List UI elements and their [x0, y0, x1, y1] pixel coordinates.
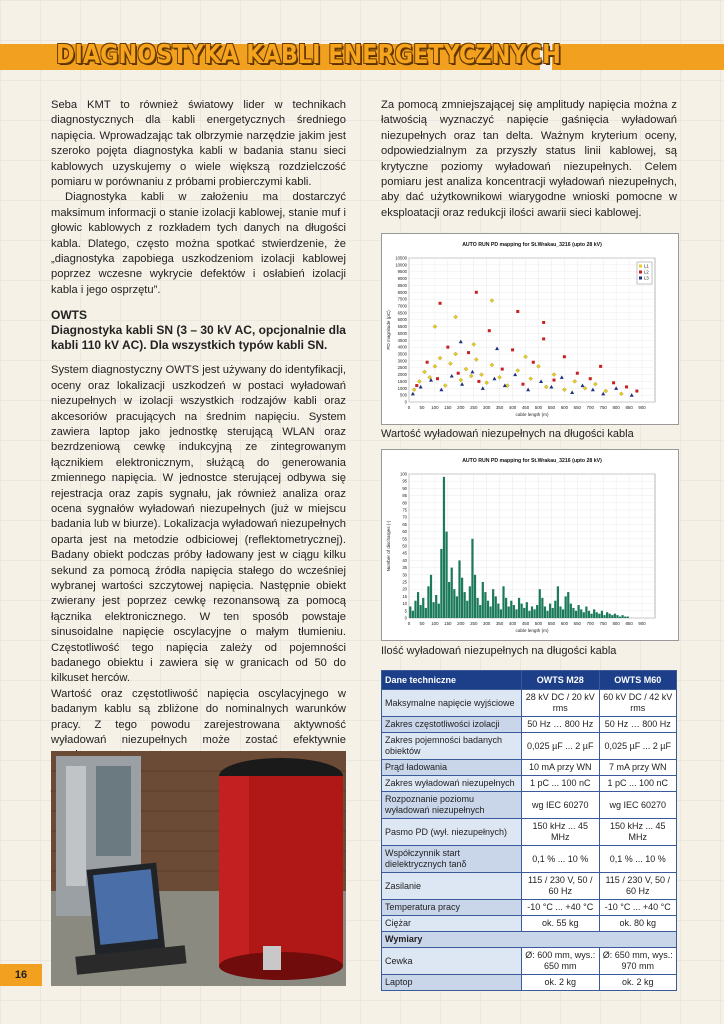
y-tick-label: 500 [400, 392, 407, 398]
x-tick-label: 400 [508, 621, 517, 626]
y-tick-label: 7500 [397, 296, 407, 302]
y-tick-label: 8500 [397, 282, 407, 288]
x-tick-label: 900 [638, 621, 646, 626]
x-tick-label: 250 [470, 621, 478, 626]
scatter-point-l2 [553, 379, 556, 382]
y-tick-label: 65 [402, 521, 407, 527]
table-cell: 0,025 µF ... 2 µF [599, 733, 677, 760]
table-row [382, 819, 677, 846]
scatter-point-l2 [439, 302, 442, 305]
histogram-bar [453, 589, 455, 618]
equipment-photo-illustration [51, 751, 346, 986]
table-cell: Ø: 600 mm, wys.: 650 mm [522, 948, 600, 975]
table-cell: ok. 80 kg [599, 916, 677, 932]
x-tick-label: 500 [534, 621, 543, 626]
left-column [51, 98, 346, 810]
right-paragraph-1: Za pomocą zmniejszającej się amplitudy napięcia można z łatwością wyznaczyć napięcie gaśnięcia wyładowań niezupełnych oraz tan delta. Ważnym kryterium oceny, odpowiedzialnym za przyszły status linii kablowej, są krytyczne poziomy wyładowań niezupełnych. Celem pomiaru jest analiza koncentracji wyładowań niezupełnych, aby dać użytkownikowi wiarygodne wnioski pomocne w eksploatacji oraz redukcji ilości awarii sieci kablowej. [381, 99, 677, 219]
histogram-bar [412, 611, 414, 618]
y-tick-label: 20 [402, 586, 407, 592]
histogram-bar [528, 611, 530, 618]
histogram-bar [497, 604, 499, 618]
legend-label: L2 [644, 269, 649, 275]
histogram-bar [593, 609, 595, 618]
y-tick-label: 2000 [397, 372, 407, 378]
histogram-bar [616, 615, 618, 618]
scatter-point-l2 [542, 337, 545, 340]
x-tick-label: 800 [612, 621, 620, 626]
table-cell: Ciężar [382, 916, 522, 932]
histogram-bar [601, 611, 603, 618]
table-cell: wg IEC 60270 [599, 792, 677, 819]
histogram-bar [578, 605, 580, 618]
y-tick-label: 5000 [397, 330, 407, 336]
histogram-bar [583, 612, 585, 618]
x-tick-label: 200 [457, 405, 465, 410]
x-tick-label: 250 [470, 405, 478, 410]
y-tick-label: 25 [402, 579, 407, 585]
scatter-point-l2 [426, 361, 429, 364]
y-tick-label: 85 [402, 493, 407, 499]
histogram-bar [445, 532, 447, 618]
table-cell: 50 Hz … 800 Hz [599, 717, 677, 733]
histogram-bar [541, 598, 543, 618]
x-tick-label: 0 [407, 621, 411, 626]
page-number: 16 [0, 964, 42, 986]
scatter-point-l2 [612, 381, 615, 384]
scatter-point-l2 [532, 361, 535, 364]
table-cell: 1 pC ... 100 nC [522, 776, 600, 792]
scatter-point-l2 [488, 329, 491, 332]
y-tick-label: 1000 [397, 385, 407, 391]
histogram-bar [508, 606, 510, 618]
table-cell: -10 °C ... +40 °C [522, 900, 600, 916]
histogram-bar [549, 604, 551, 618]
histogram-bar [603, 615, 605, 618]
x-tick-label: 450 [521, 621, 530, 626]
table-header-cell: OWTS M28 [522, 671, 600, 690]
y-tick-label: 60 [402, 529, 407, 535]
scatter-point-l2 [521, 383, 524, 386]
table-cell: ok. 55 kg [522, 916, 600, 932]
histogram-bar [588, 611, 590, 618]
x-tick-label: 800 [612, 405, 620, 410]
scatter-point-l2 [563, 355, 566, 358]
table-cell: Zakres wyładowań niezupełnych [382, 776, 522, 792]
histogram-bar [430, 575, 432, 618]
table-cell: 60 kV DC / 42 kV rms [599, 690, 677, 717]
y-tick-label: 75 [402, 507, 407, 513]
histogram-bar [585, 606, 587, 618]
histogram-bar [505, 598, 507, 618]
left-paragraph-3: System diagnostyczny OWTS jest używany do identyfikacji, oceny oraz lokalizacji uszkodzeń w postaci wyładowań niezupełnych w izolacji wszystkich rodzajów kabli oraz akcesoriów pracujących na średnim napięciu. System zawiera laptop jako jednostkę sterującą WLAN oraz bezrdzeniową cewkę indukcyjną ze zintegrowanym łącznikiem elektronicznym, służącą do generowania zmiennego napięcia. W jednostce sterującej odbywa się rejestracja oraz zapis sygnału, jak również analiza oraz ocena sygnałów wyładowań niezupełnych (już w miejscu badania lub w biurze). Lokalizacja wyładowań niezupełnych oparta jest na metodzie odbiciowej (reflektometrycznej). Badany obiekt podczas próby ładowany jest w ciągu kilku sekund za pomocą źródła napięcia stałego do wcześniej wybranej wartości szczytowej napięcia. Następnie obiekt zwierany jest poprzez cewkę rezonansową za pomocą łącznika elektronicznego. W ten sposób powstaje sinusoidalne napięcie oscylacyjne o małym tłumieniu. Częstotliwość tego napięcia zależy od pojemności badanego obiektu i zawiera się w granicach od 50 do kilkuset herców. [51, 364, 346, 685]
pd-magnitude-chart-svg [382, 234, 678, 424]
y-tick-label: 100 [400, 471, 407, 477]
histogram-bar [500, 609, 502, 618]
y-tick-label: 95 [402, 478, 407, 484]
y-axis-label: PD magnitude (pC) [386, 310, 391, 350]
table-cell: 0,1 % ... 10 % [599, 846, 677, 873]
y-tick-label: 6000 [397, 317, 407, 323]
histogram-bar [464, 592, 466, 618]
y-tick-label: 1500 [397, 378, 407, 384]
table-cell: 10 mA przy WN [522, 760, 600, 776]
histogram-bar [536, 605, 538, 618]
x-tick-label: 200 [457, 621, 465, 626]
histogram-bar [417, 592, 419, 618]
histogram-bar [435, 595, 437, 618]
histogram-bar [552, 608, 554, 618]
histogram-bar [609, 614, 611, 618]
table-cell: -10 °C ... +40 °C [599, 900, 677, 916]
histogram-bar [521, 604, 523, 618]
histogram-bar [510, 601, 512, 618]
legend-label: L1 [644, 263, 649, 269]
y-tick-label: 4500 [397, 337, 407, 343]
x-tick-label: 650 [573, 405, 581, 410]
x-tick-label: 100 [431, 405, 439, 410]
x-tick-label: 850 [625, 621, 633, 626]
pd-count-chart-svg [382, 450, 678, 640]
table-cell: Temperatura pracy [382, 900, 522, 916]
table-cell: 7 mA przy WN [599, 760, 677, 776]
table-header-row [382, 671, 677, 690]
histogram-bar [443, 477, 445, 618]
histogram-bar [572, 608, 574, 618]
page-title: DIAGNOSTYKA KABLI ENERGETYCZNYCH [56, 40, 561, 70]
table-header-cell: OWTS M60 [599, 671, 677, 690]
table-cell: Zakres pojemności badanych obiektów [382, 733, 522, 760]
scatter-point-l2 [625, 385, 628, 388]
histogram-bar [557, 586, 559, 618]
histogram-bar [614, 614, 616, 618]
y-tick-label: 3000 [397, 358, 407, 364]
histogram-bar [420, 605, 422, 618]
x-tick-label: 600 [560, 405, 569, 410]
table-row [382, 916, 677, 932]
scatter-point-l2 [542, 321, 545, 324]
scatter-point-l2 [599, 365, 602, 368]
scatter-point-l2 [576, 372, 579, 375]
x-tick-label: 150 [444, 621, 452, 626]
y-tick-label: 15 [402, 593, 407, 599]
table-row [382, 690, 677, 717]
x-tick-label: 700 [586, 405, 594, 410]
histogram-bar [596, 612, 598, 618]
table-cell: wg IEC 60270 [522, 792, 600, 819]
pd-count-chart [381, 449, 679, 641]
histogram-bar [619, 617, 621, 618]
scatter-point-l2 [475, 291, 478, 294]
histogram-bar [539, 589, 541, 618]
y-tick-label: 9000 [397, 276, 407, 282]
y-tick-label: 10000 [395, 262, 407, 268]
technical-data-table [381, 670, 677, 991]
scatter-point-l2 [436, 377, 439, 380]
y-tick-label: 2500 [397, 365, 407, 371]
histogram-bar [590, 614, 592, 618]
table-cell: 0,1 % ... 10 % [522, 846, 600, 873]
x-tick-label: 550 [547, 405, 556, 410]
x-tick-label: 900 [638, 405, 646, 410]
section-subheading: Diagnostyka kabli SN (3 – 30 kV AC, opcjonalnie dla kabli 110 kV AC). Dla wszystkich typów kabli SN. [51, 323, 346, 353]
left-paragraph-2: Diagnostyka kabli w założeniu ma dostarczyć maksimum informacji o stanie izolacji kablowej, stanie muf i głowic kablowych z rozkładem tych danych na długości kabla. Dlatego, często można spotkać stwierdzenie, że „diagnostyka zapobiega uszkodzeniom izolacji kablowej poprzez wczesne wykrycie defektów i osłabień izolacji kabla i jego osprzętu”. [51, 191, 346, 296]
table-cell: Pasmo PD (wył. niezupełnych) [382, 819, 522, 846]
table-group-heading: Wymiary [382, 932, 677, 948]
legend-label: L3 [644, 275, 649, 281]
table-cell: Maksymalne napięcie wyjściowe [382, 690, 522, 717]
section-heading-owts: OWTS [51, 308, 87, 323]
x-tick-label: 700 [586, 621, 594, 626]
histogram-bar [479, 605, 481, 618]
right-column [381, 98, 677, 221]
y-tick-label: 10500 [395, 255, 407, 261]
table-cell: 0,025 µF ... 2 µF [522, 733, 600, 760]
table-row [382, 900, 677, 916]
x-tick-label: 450 [521, 405, 530, 410]
table-cell: Laptop [382, 975, 522, 991]
chart2-caption: Ilość wyładowań niezupełnych na długości kabla [381, 645, 617, 657]
pd-magnitude-chart [381, 233, 679, 425]
histogram-bar [570, 604, 572, 618]
y-tick-label: 45 [402, 550, 407, 556]
table-row [382, 717, 677, 733]
histogram-bar [598, 614, 600, 618]
table-cell: Rozpoznanie poziomu wyładowań niezupełnych [382, 792, 522, 819]
y-tick-label: 50 [402, 543, 407, 549]
table-row [382, 792, 677, 819]
x-axis-label: cable length (m) [515, 628, 549, 633]
table-row [382, 846, 677, 873]
table-cell: Ø: 650 mm, wys.: 970 mm [599, 948, 677, 975]
x-tick-label: 300 [483, 405, 491, 410]
x-tick-label: 750 [599, 405, 607, 410]
histogram-bar [544, 606, 546, 618]
table-header-cell: Dane techniczne [382, 671, 522, 690]
table-cell: 150 kHz ... 45 MHz [522, 819, 600, 846]
table-row [382, 975, 677, 991]
histogram-bar [575, 611, 577, 618]
equipment-photo [51, 751, 346, 986]
y-tick-label: 0 [404, 615, 407, 621]
histogram-bar [487, 601, 489, 618]
chart1-caption: Wartość wyładowań niezupełnych na długości kabla [381, 428, 634, 440]
histogram-bar [624, 617, 626, 618]
histogram-bar [448, 582, 450, 618]
histogram-bar [531, 606, 533, 618]
x-tick-label: 50 [419, 405, 425, 410]
x-tick-label: 300 [483, 621, 491, 626]
histogram-bar [451, 568, 453, 618]
x-tick-label: 500 [534, 405, 543, 410]
histogram-bar [611, 615, 613, 618]
y-tick-label: 80 [402, 500, 407, 506]
histogram-bar [440, 549, 442, 618]
scatter-point-l2 [516, 310, 519, 313]
plot-area [409, 258, 655, 402]
table-row [382, 776, 677, 792]
histogram-bar [484, 592, 486, 618]
y-tick-label: 6500 [397, 310, 407, 316]
table-cell: ok. 2 kg [522, 975, 600, 991]
y-tick-label: 0 [404, 399, 407, 405]
histogram-bar [502, 586, 504, 618]
legend-swatch [639, 271, 642, 274]
histogram-bar [469, 586, 471, 618]
legend-swatch [639, 265, 642, 268]
histogram-bar [533, 609, 535, 618]
y-tick-label: 5500 [397, 324, 407, 330]
histogram-bar [526, 602, 528, 618]
x-tick-label: 750 [599, 621, 607, 626]
y-tick-label: 30 [402, 572, 407, 578]
table-cell: 115 / 230 V, 50 / 60 Hz [599, 873, 677, 900]
y-tick-label: 10 [402, 601, 407, 607]
scatter-point-l2 [446, 346, 449, 349]
left-paragraph-4: Wartość oraz częstotliwość napięcia oscylacyjnego w badanym kablu są zbliżone do nominalnych warunków pracy. Z tego powodu zarejestrowana aktywność wyładowań niezupełnych może zostać efektywnie [51, 687, 346, 747]
scatter-point-l2 [467, 351, 470, 354]
histogram-bar [425, 608, 427, 618]
histogram-bar [515, 609, 517, 618]
x-axis-label: cable length (m) [515, 412, 549, 417]
table-cell: Współczynnik start dielektrycznych tanδ [382, 846, 522, 873]
scatter-point-l2 [511, 348, 514, 351]
table-cell: Zasilanie [382, 873, 522, 900]
histogram-bar [432, 602, 434, 618]
histogram-bar [466, 601, 468, 618]
y-tick-label: 4000 [397, 344, 407, 350]
chart-title: AUTO RUN PD mapping for St.Wrakau_3216 (upto 28 kV) [462, 242, 602, 248]
table-cell: Cewka [382, 948, 522, 975]
histogram-bar [622, 615, 624, 618]
histogram-bar [422, 598, 424, 618]
histogram-bar [489, 606, 491, 618]
table-cell: ok. 2 kg [599, 975, 677, 991]
histogram-bar [565, 596, 567, 618]
histogram-bar [456, 596, 458, 618]
y-tick-label: 8000 [397, 289, 407, 295]
histogram-bar [546, 611, 548, 618]
y-tick-label: 7000 [397, 303, 407, 309]
histogram-bar [482, 582, 484, 618]
y-tick-label: 40 [402, 557, 407, 563]
histogram-bar [627, 617, 629, 618]
y-tick-label: 35 [402, 565, 407, 571]
histogram-bar [559, 606, 561, 618]
y-tick-label: 55 [402, 536, 407, 542]
histogram-bar [523, 608, 525, 618]
legend-swatch [639, 277, 642, 280]
histogram-bar [518, 598, 520, 618]
table-cell: 50 Hz … 800 Hz [522, 717, 600, 733]
histogram-bar [606, 612, 608, 618]
x-tick-label: 50 [419, 621, 425, 626]
x-tick-label: 100 [431, 621, 439, 626]
x-tick-label: 850 [625, 405, 633, 410]
histogram-bar [427, 586, 429, 618]
histogram-bar [477, 598, 479, 618]
table-row [382, 948, 677, 975]
histogram-bar [554, 601, 556, 618]
y-tick-label: 5 [404, 608, 407, 614]
x-tick-label: 0 [407, 405, 411, 410]
left-paragraph-1: Seba KMT to również światowy lider w technikach diagnostycznych dla kabli energetycznych średniego napięcia. Wprowadzając tak olbrzymie narzędzie jakim jest szeroko pojęta diagnostyka kabli w badania stanu sieci kablowych uzyskujemy o wiele większą rozdzielczość pomiaru w porównaniu z próbami probierczymi kabli. [51, 99, 346, 189]
scatter-point-l2 [457, 372, 460, 375]
histogram-bar [458, 560, 460, 618]
y-tick-label: 9500 [397, 269, 407, 275]
table-cell: 115 / 230 V, 50 / 60 Hz [522, 873, 600, 900]
histogram-bar [492, 589, 494, 618]
table-cell: 1 pC ... 100 nC [599, 776, 677, 792]
y-tick-label: 90 [402, 485, 407, 491]
histogram-bar [438, 604, 440, 618]
x-tick-label: 400 [508, 405, 517, 410]
chart-title: AUTO RUN PD mapping for St.Wrakau_3216 (upto 28 kV) [462, 458, 602, 464]
x-tick-label: 600 [560, 621, 569, 626]
histogram-bar [414, 601, 416, 618]
scatter-point-l2 [635, 390, 638, 393]
x-tick-label: 550 [547, 621, 556, 626]
y-axis-label: Number of discharges (-) [386, 520, 391, 572]
histogram-bar [474, 575, 476, 618]
histogram-bar [562, 609, 564, 618]
histogram-bar [409, 606, 411, 618]
table-row [382, 733, 677, 760]
x-tick-label: 350 [495, 621, 504, 626]
histogram-bar [567, 592, 569, 618]
scatter-point-l2 [477, 380, 480, 383]
histogram-bar [471, 539, 473, 618]
scatter-point-l2 [589, 377, 592, 380]
table-row [382, 760, 677, 776]
scatter-point-l2 [501, 368, 504, 371]
y-tick-label: 70 [402, 514, 407, 520]
x-tick-label: 650 [573, 621, 581, 626]
table-cell: 150 kHz ... 45 MHz [599, 819, 677, 846]
table-group-row [382, 932, 677, 948]
histogram-bar [513, 605, 515, 618]
histogram-bar [580, 609, 582, 618]
y-tick-label: 3500 [397, 351, 407, 357]
histogram-bar [495, 596, 497, 618]
histogram-bar [461, 578, 463, 618]
table-row [382, 873, 677, 900]
table-cell: 28 kV DC / 20 kV rms [522, 690, 600, 717]
x-tick-label: 350 [495, 405, 504, 410]
table-cell: Zakres częstotliwości izolacji [382, 717, 522, 733]
x-tick-label: 150 [444, 405, 452, 410]
table-cell: Prąd ładowania [382, 760, 522, 776]
scatter-point-l2 [415, 384, 418, 387]
